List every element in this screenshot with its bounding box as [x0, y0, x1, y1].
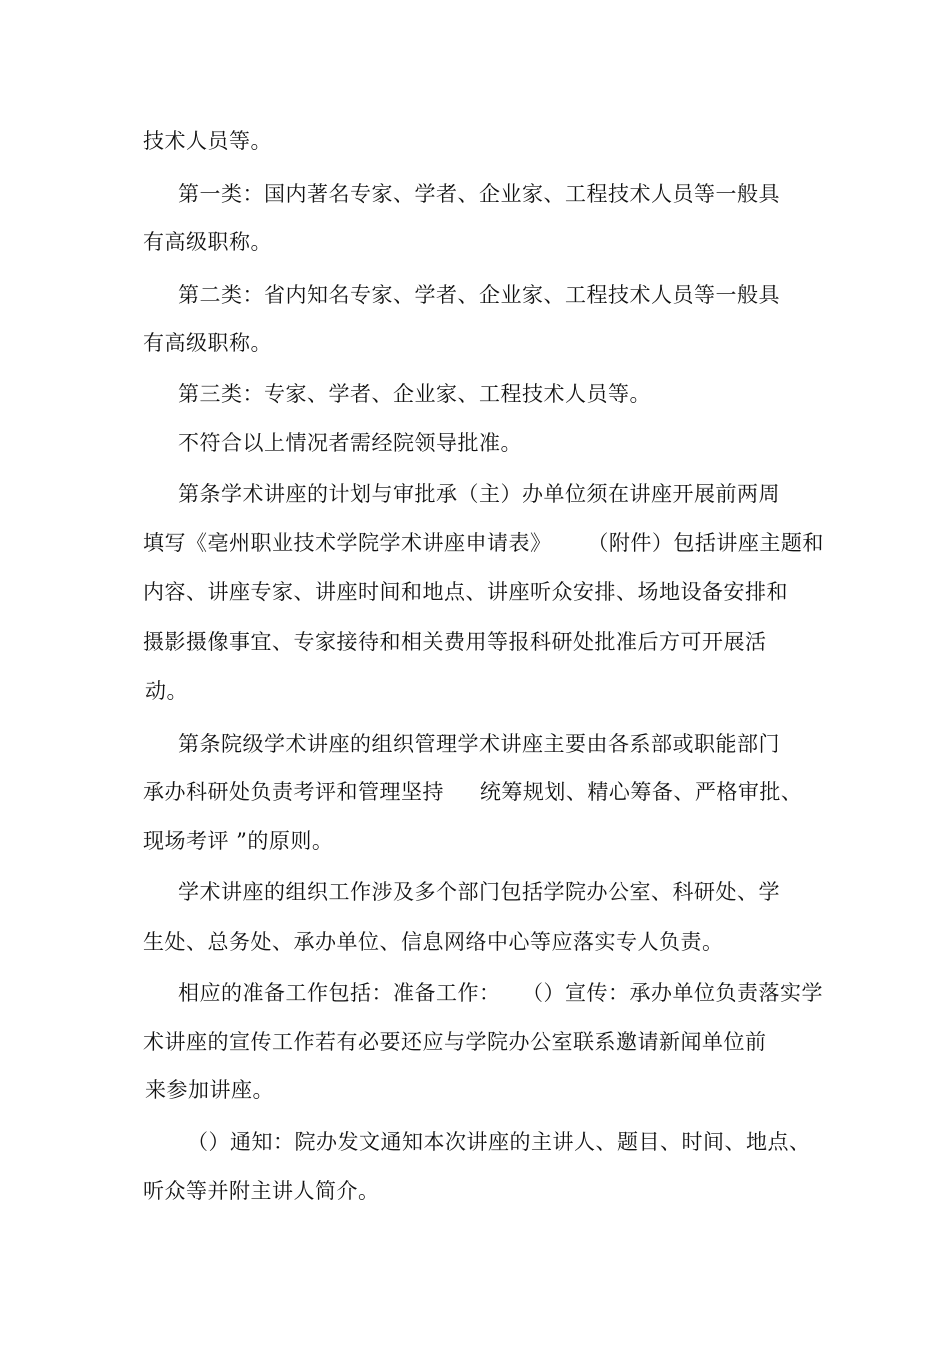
text-line: 生处、总务处、承办单位、信息网络中心等应落实专人负责。 — [143, 930, 724, 954]
text-line: 现场考评 ”的原则。 — [143, 829, 334, 853]
text-line: 内容、讲座专家、讲座时间和地点、讲座听众安排、场地设备安排和 — [143, 580, 788, 604]
text-line: 第三类：专家、学者、企业家、工程技术人员等。 — [178, 382, 651, 406]
text-line: 相应的准备工作包括：准备工作： （）宣传：承办单位负责落实学 — [178, 981, 824, 1005]
text-line: 第二类：省内知名专家、学者、企业家、工程技术人员等一般具 — [178, 283, 780, 307]
text-line: 来参加讲座。 — [145, 1078, 274, 1102]
text-line: 第条院级学术讲座的组织管理学术讲座主要由各系部或职能部门 — [178, 732, 780, 756]
text-line: （）通知：院办发文通知本次讲座的主讲人、题目、时间、地点、 — [187, 1130, 811, 1154]
text-line: 填写《亳州职业技术学院学术讲座申请表》 （附件）包括讲座主题和 — [143, 531, 824, 555]
text-line: 第条学术讲座的计划与审批承（主）办单位须在讲座开展前两周 — [178, 482, 780, 506]
text-line: 第一类：国内著名专家、学者、企业家、工程技术人员等一般具 — [178, 182, 780, 206]
text-line: 摄影摄像事宜、专家接待和相关费用等报科研处批准后方可开展活 — [143, 630, 767, 654]
text-line: 有高级职称。 — [143, 331, 272, 355]
text-line: 承办科研处负责考评和管理坚持 统筹规划、精心筹备、严格审批、 — [143, 780, 803, 804]
text-line: 学术讲座的组织工作涉及多个部门包括学院办公室、科研处、学 — [178, 880, 780, 904]
text-line: 有高级职称。 — [143, 230, 272, 254]
text-line: 听众等并附主讲人简介。 — [143, 1179, 380, 1203]
text-line: 动。 — [145, 679, 188, 703]
text-line: 术讲座的宣传工作若有必要还应与学院办公室联系邀请新闻单位前 — [143, 1030, 767, 1054]
text-line: 不符合以上情况者需经院领导批准。 — [178, 431, 522, 455]
text-line: 技术人员等。 — [143, 129, 272, 153]
